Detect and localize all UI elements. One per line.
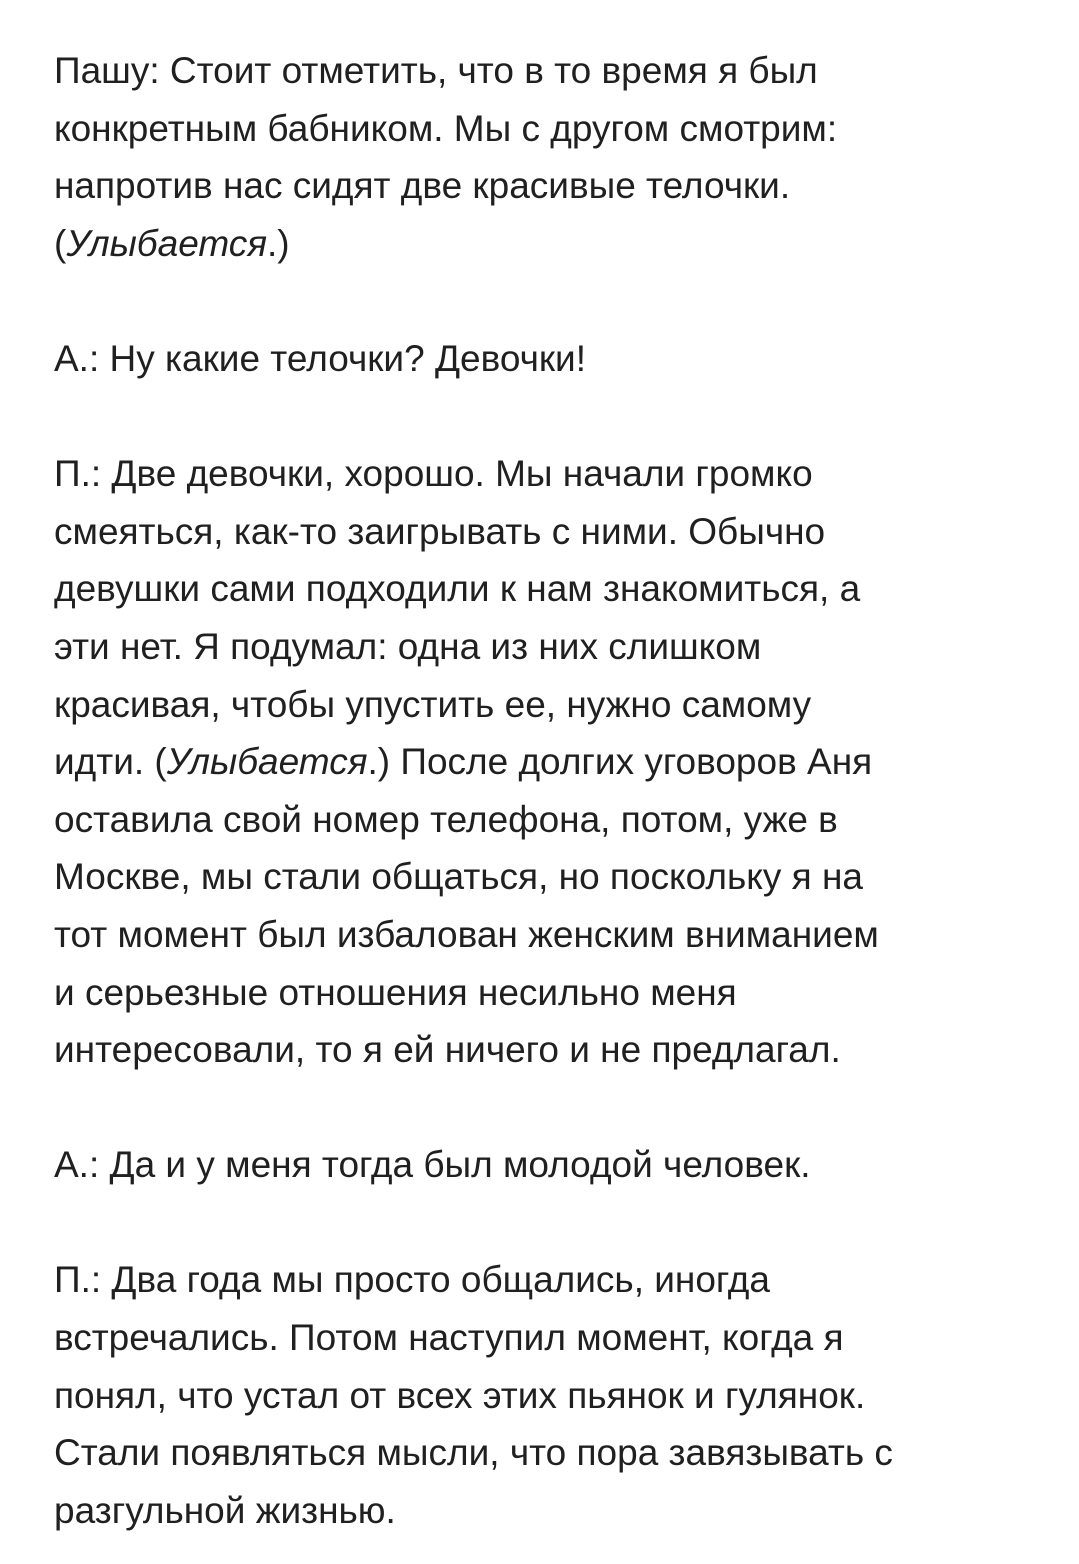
text-line	[54, 1367, 1044, 1425]
text-line	[54, 1136, 1044, 1194]
text-segment: понял, что устал от всех этих пьянок и гулянок.	[54, 1374, 866, 1416]
text-segment: смеяться, как-то заигрывать с ними. Обычно	[54, 510, 826, 552]
text-line	[54, 445, 1044, 503]
interview-article	[54, 42, 1044, 1539]
text-line	[54, 848, 1044, 906]
text-segment: встречались. Потом наступил момент, когда я	[54, 1317, 844, 1359]
text-line	[54, 1021, 1044, 1079]
text-segment: идти. (	[54, 741, 167, 783]
text-segment: Москве, мы стали общаться, но поскольку я на	[54, 856, 863, 898]
text-segment: А.: Да и у меня тогда был молодой человек.	[54, 1144, 811, 1186]
interview-paragraph	[54, 1136, 1044, 1194]
text-line	[54, 503, 1044, 561]
text-segment: .) После долгих уговоров Аня	[367, 741, 873, 783]
text-segment: и серьезные отношения несильно меня	[54, 971, 737, 1013]
text-segment: тот момент был избалован женским вниманием	[54, 913, 879, 955]
text-segment: .)	[267, 222, 290, 264]
text-segment: А.: Ну какие телочки? Девочки!	[54, 337, 587, 379]
interview-paragraph	[54, 1251, 1044, 1539]
interview-paragraph	[54, 330, 1044, 388]
stage-direction: Улыбается	[166, 741, 368, 783]
text-segment: оставила свой номер телефона, потом, уже в	[54, 798, 838, 840]
text-segment: красивая, чтобы упустить ее, нужно самому	[54, 683, 812, 725]
text-line	[54, 618, 1044, 676]
interview-paragraph	[54, 42, 1044, 272]
text-segment: Пашу: Стоит отметить, что в то время я был	[54, 50, 818, 91]
interview-paragraph	[54, 445, 1044, 1079]
text-line	[54, 1482, 1044, 1540]
text-line	[54, 906, 1044, 964]
text-segment: (	[54, 222, 67, 264]
text-line	[54, 560, 1044, 618]
text-line	[54, 215, 1044, 273]
text-line	[54, 157, 1044, 215]
text-line	[54, 100, 1044, 158]
text-line	[54, 791, 1044, 849]
text-line	[54, 676, 1044, 734]
text-segment: девушки сами подходили к нам знакомиться, а	[54, 568, 861, 610]
text-segment: П.: Две девочки, хорошо. Мы начали громко	[54, 453, 813, 495]
text-segment: разгульной жизнью.	[54, 1489, 396, 1531]
text-line	[54, 42, 1044, 100]
text-line	[54, 733, 1044, 791]
text-segment: интересовали, то я ей ничего и не предлагал.	[54, 1029, 841, 1071]
text-segment: П.: Два года мы просто общались, иногда	[54, 1259, 770, 1301]
text-segment: Стали появляться мысли, что пора завязывать с	[54, 1432, 893, 1474]
text-line	[54, 964, 1044, 1022]
text-line	[54, 1309, 1044, 1367]
text-line	[54, 1251, 1044, 1309]
text-line	[54, 1424, 1044, 1482]
text-line	[54, 330, 1044, 388]
text-segment: эти нет. Я подумал: одна из них слишком	[54, 625, 762, 667]
stage-direction: Улыбается	[66, 222, 268, 264]
text-segment: конкретным бабником. Мы с другом смотрим:	[54, 107, 838, 149]
text-segment: напротив нас сидят две красивые телочки.	[54, 165, 791, 207]
